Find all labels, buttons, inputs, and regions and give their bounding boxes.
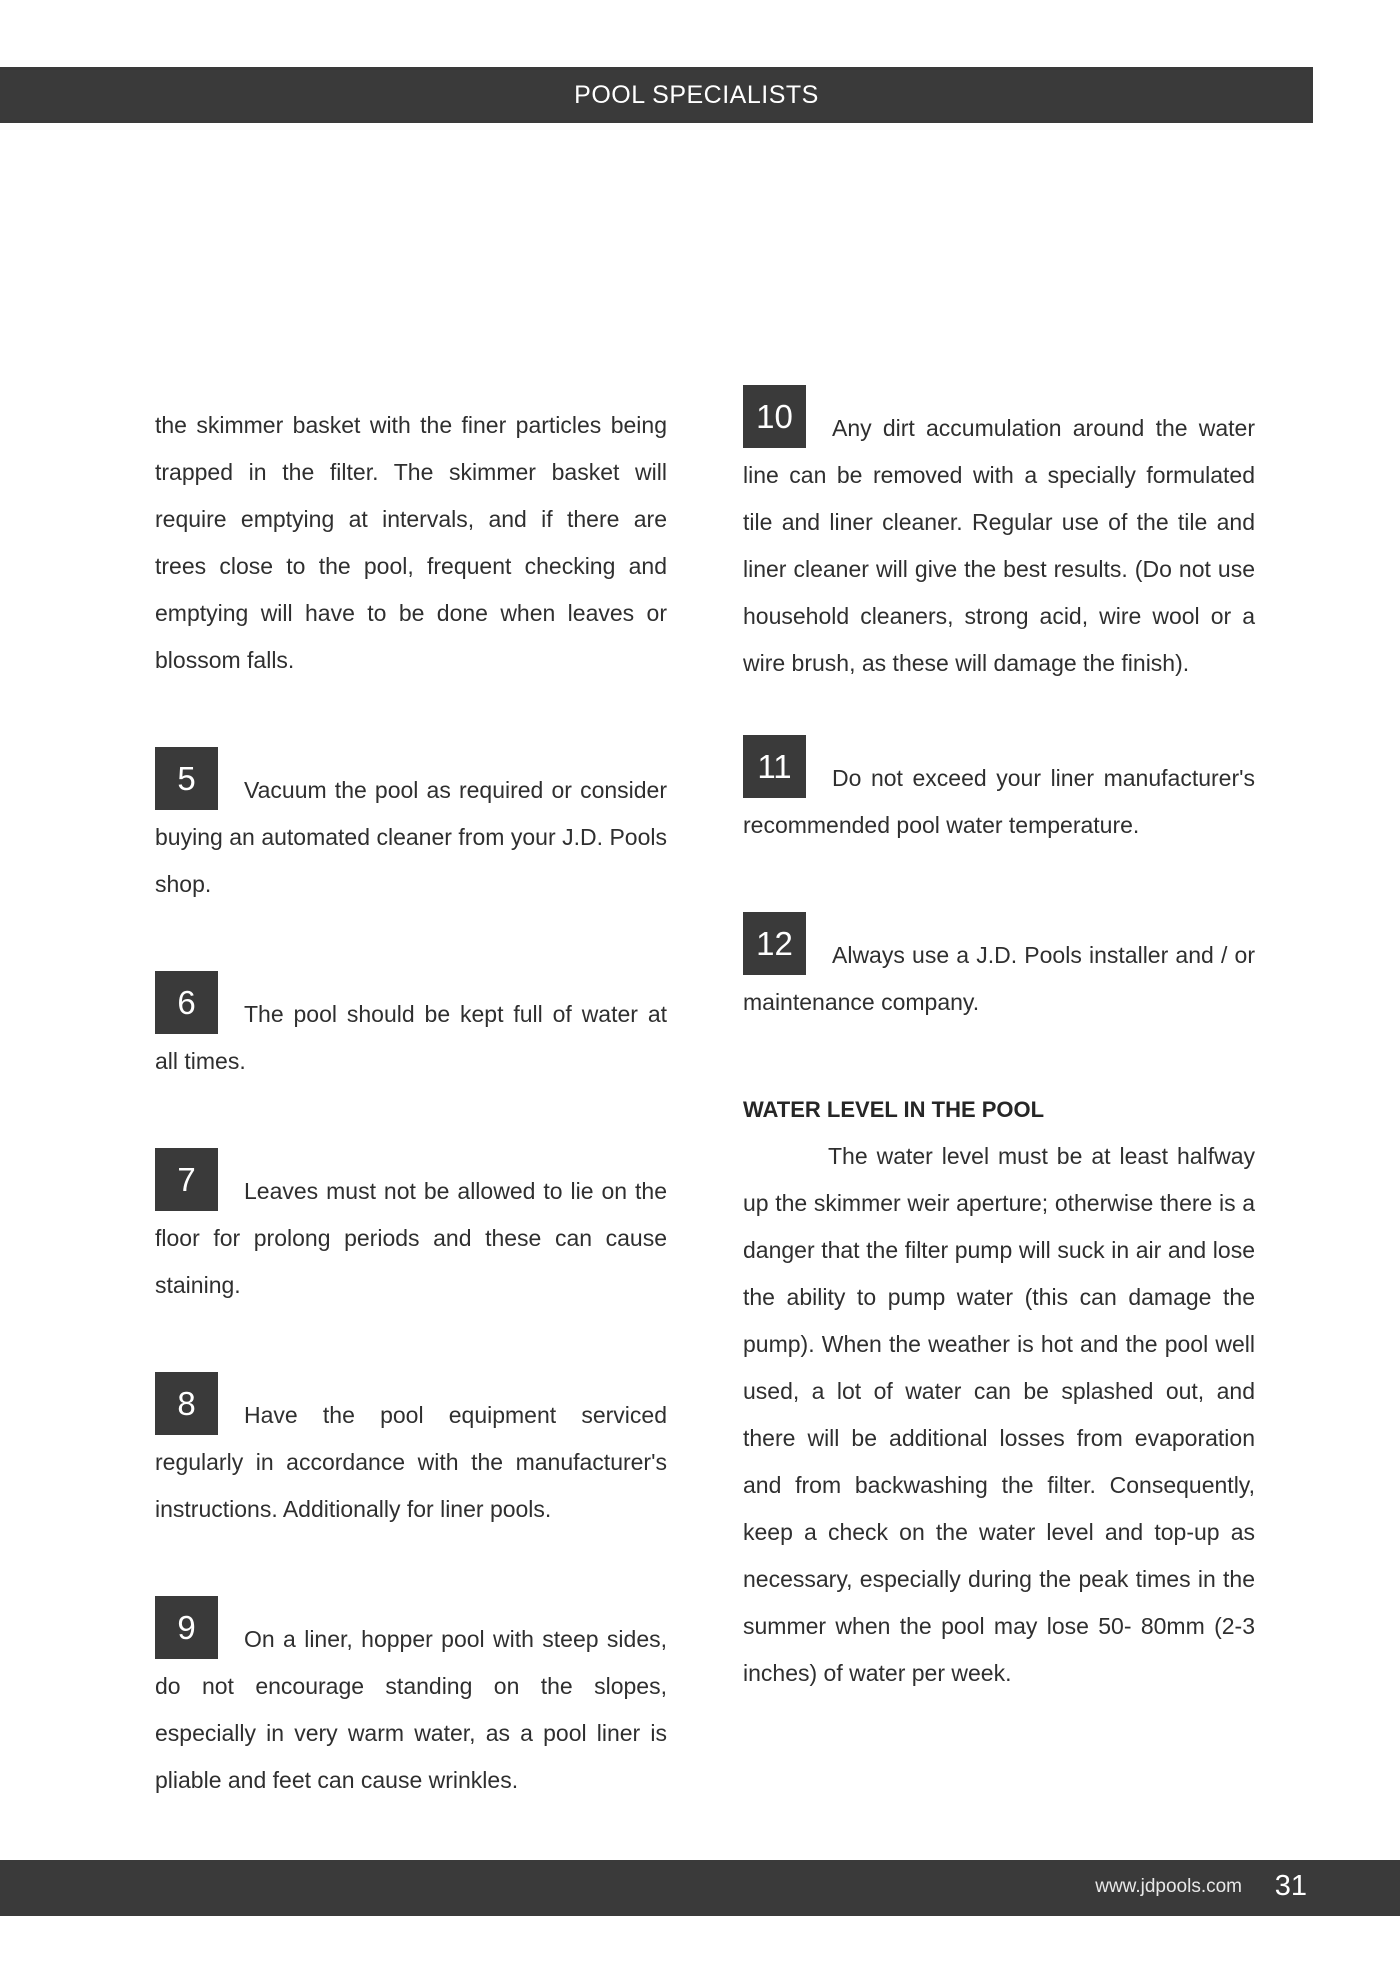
item-text: Do not exceed your liner manufacturer's recommended pool water temperature. xyxy=(743,765,1255,838)
section-heading: WATER LEVEL IN THE POOL xyxy=(743,1097,1045,1122)
item-text: Have the pool equipment serviced regularly in accordance with the manufacturer's instructions. Additionally for liner pools. xyxy=(155,1402,667,1522)
list-item-8 xyxy=(155,1372,667,1533)
list-item-7 xyxy=(155,1148,667,1309)
item-text: Always use a J.D. Pools installer and / or maintenance company. xyxy=(743,942,1255,1015)
item-number-badge: 6 xyxy=(155,971,218,1034)
left-column xyxy=(155,402,667,1804)
list-item-9 xyxy=(155,1596,667,1804)
list-item-6 xyxy=(155,971,667,1085)
item-text: On a liner, hopper pool with steep sides, do not encourage standing on the slopes, especially in very warm water, as a pool liner is pliable and feet can cause wrinkles. xyxy=(155,1626,667,1793)
header-title: POOL SPECIALISTS xyxy=(574,80,819,109)
item-text: The pool should be kept full of water at all times. xyxy=(155,1001,667,1074)
footer-url: www.jdpools.com xyxy=(1095,1876,1242,1897)
item-text: Vacuum the pool as required or consider buying an automated cleaner from your J.D. Pools shop. xyxy=(155,777,667,897)
item-number-badge: 11 xyxy=(743,735,806,798)
list-item-10 xyxy=(743,385,1255,687)
item-text: Any dirt accumulation around the water line can be removed with a specially formulated tile and liner cleaner. Regular use of the tile and liner cleaner will give the best results. (Do not use household cleaners, strong acid, wire wool or a wire brush, as these will damage the finish). xyxy=(743,415,1255,676)
intro-paragraph: the skimmer basket with the finer particles being trapped in the filter. The skimmer basket will require emptying at intervals, and if there are trees close to the pool, frequent checking and emptying will have to be done when leaves or blossom falls. xyxy=(155,412,667,673)
item-number-badge: 12 xyxy=(743,912,806,975)
footer-bar xyxy=(0,1860,1400,1916)
header-bar xyxy=(0,67,1313,123)
item-number-badge: 7 xyxy=(155,1148,218,1211)
page-number: 31 xyxy=(1274,1870,1307,1902)
right-column xyxy=(743,385,1255,1697)
list-item-11 xyxy=(743,735,1255,849)
item-text: Leaves must not be allowed to lie on the floor for prolong periods and these can cause staining. xyxy=(155,1178,667,1298)
item-number-badge: 9 xyxy=(155,1596,218,1659)
item-number-badge: 5 xyxy=(155,747,218,810)
section-body: The water level must be at least halfway up the skimmer weir aperture; otherwise there is a danger that the filter pump will suck in air and lose the ability to pump water (this can damage the pump). When the weather is hot and the pool well used, a lot of water can be splashed out, and there will be additional losses from evaporation and from backwashing the filter. Consequently, keep a check on the water level and top-up as necessary, especially during the peak times in the summer when the pool may lose 50- 80mm (2-3 inches) of water per week. xyxy=(743,1143,1255,1686)
item-number-badge: 8 xyxy=(155,1372,218,1435)
item-number-badge: 10 xyxy=(743,385,806,448)
list-item-12 xyxy=(743,912,1255,1026)
list-item-5 xyxy=(155,747,667,908)
